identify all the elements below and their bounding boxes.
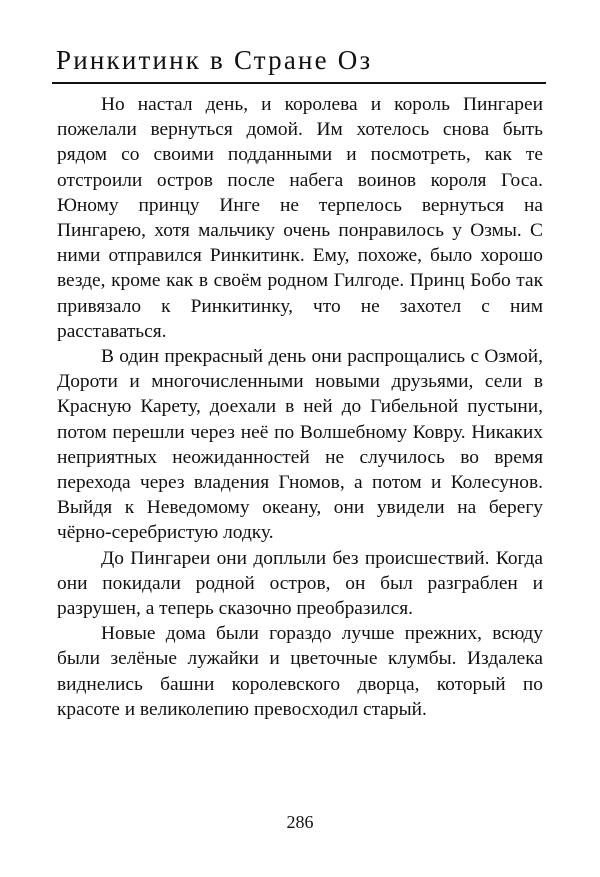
paragraph: Новые дома были гораздо лучше прежних, всюду были зелёные лужайки и цветочные клумбы. Издалека виднелись башни королевского дворца, который по красоте и великолепию превосходил старый. bbox=[57, 623, 543, 720]
body-text bbox=[57, 92, 543, 722]
paragraph: Но настал день, и королева и король Пингареи пожелали вернуться домой. Им хотелось снова быть рядом со своими подданными и посмотреть, как те отстроили остров после набега воинов короля Госа. Юному принцу Инге не терпелось вернуться на Пингарею, хотя мальчику очень понравилось у Озмы. С ними отправился Ринкитинк. Ему, похоже, было хорошо везде, кроме как в своём родном Гилгоде. Принц Бобо так привязало к Ринкитинку, что не захотел с ним расставаться. bbox=[57, 94, 543, 342]
paragraph: До Пингареи они доплыли без происшествий. Когда они покидали родной остров, он был разграблен и разрушен, а теперь сказочно преобразился. bbox=[57, 547, 543, 620]
paragraph: В один прекрасный день они распрощались с Озмой, Дороти и многочисленными новыми друзьями, сели в Красную Карету, доехали в ней до Гибельной пустыни, потом перешли через неё по Волшебному Ковру. Никаких неприятных неожиданностей не случилось во время перехода через владения Гномов, а потом и Колесунов. Выйдя к Неведомому океану, они увидели на берегу чёрно-серебристую лодку. bbox=[57, 346, 543, 544]
running-title: Ринкитинк в Стране Оз bbox=[56, 45, 373, 75]
header-rule bbox=[52, 82, 546, 84]
page-number: 286 bbox=[286, 812, 314, 832]
